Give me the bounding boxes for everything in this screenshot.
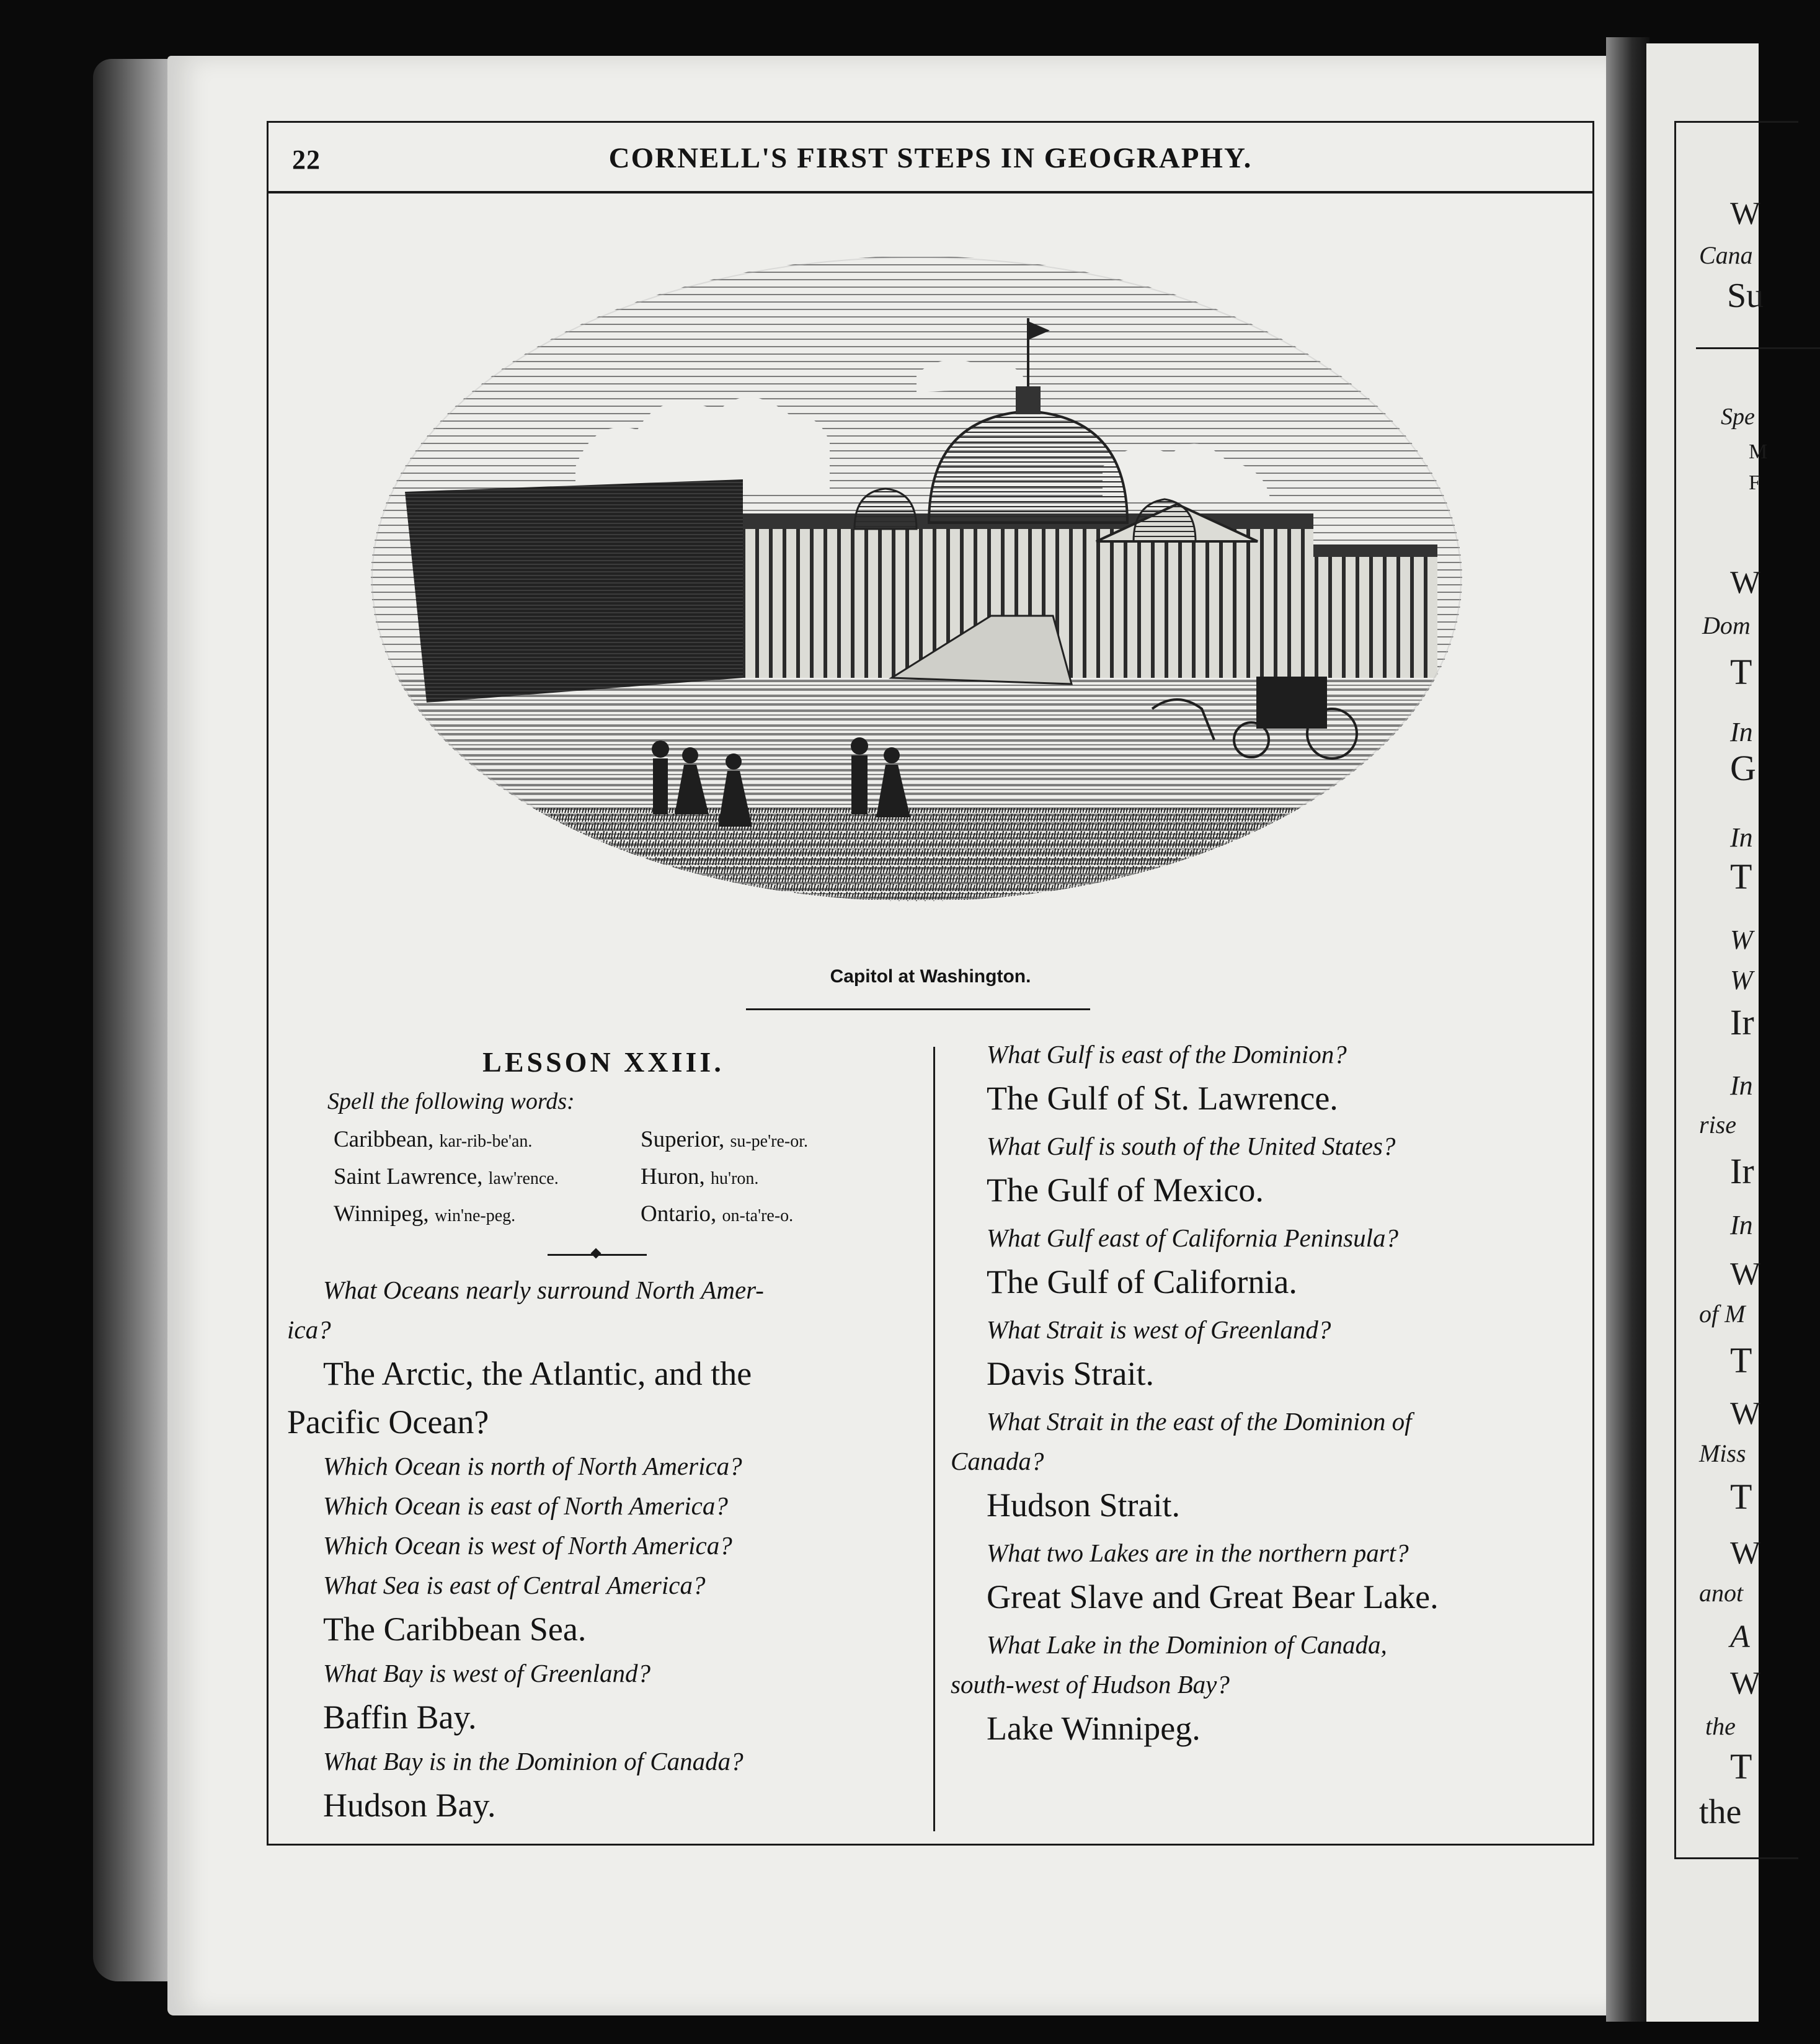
facing-fragment: W: [1730, 196, 1761, 231]
lesson-title: LESSON XXIII.: [482, 1046, 724, 1078]
capitol-building-engraving-icon: [371, 231, 1462, 963]
ornamental-separator: [287, 1243, 920, 1270]
question: What Lake in the Dominion of Canada,: [987, 1630, 1387, 1659]
question: What Bay is west of Greenland?: [323, 1659, 650, 1687]
answer: The Gulf of Mexico.: [987, 1171, 1264, 1209]
answer: Baffin Bay.: [323, 1699, 477, 1736]
answer: Davis Strait.: [987, 1355, 1154, 1392]
answer: Pacific Ocean?: [287, 1403, 489, 1441]
facing-fragment: M: [1749, 440, 1768, 463]
facing-fragment: anot: [1699, 1579, 1744, 1607]
facing-fragment: W: [1730, 1666, 1761, 1701]
question: Which Ocean is west of North America?: [323, 1531, 732, 1560]
question: What Gulf is south of the United States?: [987, 1132, 1396, 1160]
answer: The Caribbean Sea.: [323, 1611, 587, 1648]
facing-fragment: A: [1730, 1619, 1750, 1655]
facing-fragment: Su: [1727, 277, 1764, 315]
facing-fragment: W: [1730, 1535, 1761, 1571]
spelling-word: Superior, su-pe're-or.: [641, 1127, 809, 1152]
facing-section-rule: [1696, 347, 1820, 349]
facing-fragment: Miss: [1699, 1439, 1746, 1467]
facing-frame-bottom: [1674, 1857, 1798, 1859]
running-title: CORNELL'S FIRST STEPS IN GEOGRAPHY.: [608, 142, 1253, 174]
page-number: 22: [292, 144, 321, 175]
column-divider: [933, 1047, 935, 1831]
facing-fragment: G: [1730, 748, 1756, 788]
facing-fragment: F: [1749, 471, 1760, 494]
question: What Gulf east of California Peninsula?: [987, 1224, 1398, 1252]
facing-fragment: T: [1730, 856, 1752, 897]
facing-fragment: Dom: [1702, 611, 1751, 639]
facing-fragment: W: [1730, 965, 1753, 995]
right-column: [951, 1034, 1574, 1753]
answer: The Gulf of St. Lawrence.: [987, 1080, 1338, 1117]
spelling-list: [287, 1120, 920, 1243]
spelling-word: Winnipeg, win'ne-peg.: [334, 1201, 516, 1227]
facing-fragment: W: [1730, 1256, 1761, 1292]
question: ica?: [287, 1315, 331, 1344]
facing-fragment: In: [1730, 822, 1753, 853]
left-column: [287, 1034, 920, 1829]
facing-fragment: W: [1730, 925, 1753, 955]
spelling-word: Saint Lawrence, law'rence.: [334, 1164, 559, 1189]
facing-fragment: the: [1699, 1793, 1742, 1831]
spelling-word: Caribbean, kar-rib-be'an.: [334, 1127, 533, 1152]
question: What Gulf is east of the Dominion?: [987, 1040, 1347, 1069]
spelling-word: Huron, hu'ron.: [641, 1164, 759, 1189]
caption-rule: [746, 1008, 1090, 1010]
facing-fragment: Spe: [1721, 404, 1755, 430]
facing-fragment: In: [1730, 717, 1753, 747]
facing-fragment: W: [1730, 565, 1761, 600]
facing-page: [1646, 43, 1768, 2022]
book-spine: [93, 59, 174, 1981]
answer: Lake Winnipeg.: [987, 1710, 1201, 1747]
question: Which Ocean is north of North America?: [323, 1452, 742, 1480]
facing-fragment: Ir: [1730, 1151, 1754, 1191]
spell-heading: Spell the following words:: [327, 1088, 575, 1114]
answer: Great Slave and Great Bear Lake.: [987, 1578, 1439, 1615]
facing-fragment: of M: [1699, 1300, 1746, 1328]
facing-header-rule: [1674, 121, 1798, 123]
answer: Hudson Bay.: [323, 1787, 496, 1824]
facing-fragment: T: [1730, 652, 1752, 692]
facing-fragment: T: [1730, 1477, 1752, 1517]
illustration-caption: Capitol at Washington.: [830, 966, 1031, 987]
facing-frame-left: [1674, 121, 1676, 1857]
spelling-word: Ontario, on-ta're-o.: [641, 1201, 794, 1227]
question: What Oceans nearly surround North Amer-: [323, 1276, 764, 1304]
question: What Strait is west of Greenland?: [987, 1315, 1331, 1344]
facing-fragment: Cana: [1699, 241, 1753, 269]
answer: Hudson Strait.: [987, 1486, 1181, 1524]
question: What Strait in the east of the Dominion of: [987, 1407, 1412, 1436]
page-frame: [267, 121, 1594, 1846]
question: What two Lakes are in the northern part?: [987, 1539, 1409, 1567]
question: What Sea is east of Central America?: [323, 1571, 706, 1599]
facing-fragment: Ir: [1730, 1002, 1754, 1042]
facing-fragment: T: [1730, 1746, 1752, 1787]
facing-fragment: In: [1730, 1210, 1753, 1240]
answer: The Gulf of California.: [987, 1263, 1297, 1300]
facing-fragment: In: [1730, 1070, 1753, 1101]
question: What Bay is in the Dominion of Canada?: [323, 1747, 744, 1775]
question: south-west of Hudson Bay?: [951, 1670, 1230, 1699]
answer: The Arctic, the Atlantic, and the: [323, 1355, 752, 1392]
question: Canada?: [951, 1447, 1044, 1475]
facing-fragment: W: [1730, 1396, 1761, 1431]
question: Which Ocean is east of North America?: [323, 1491, 728, 1520]
facing-fragment: T: [1730, 1340, 1752, 1380]
running-head: [269, 123, 1592, 193]
book-gutter: [1606, 37, 1649, 2022]
facing-fragment: rise: [1699, 1111, 1736, 1139]
facing-fragment: the: [1705, 1712, 1736, 1740]
